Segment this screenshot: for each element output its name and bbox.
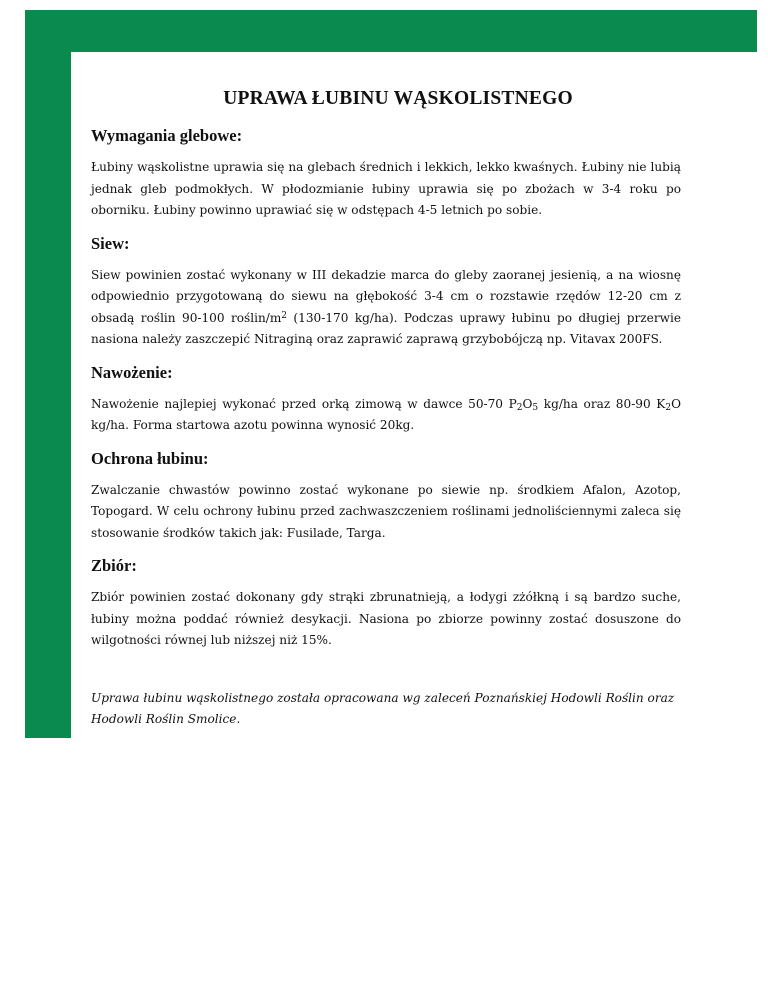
text-fragment: (130-170 kg/ha). Podczas uprawy łubinu po długiej przerwie nasiona należy zaszczepić Nitraginą oraz zaprawić zaprawą grzybobójczą np. Vitavax 200FS. bbox=[91, 310, 681, 346]
subscript: 5 bbox=[532, 402, 539, 413]
text-fragment: O bbox=[522, 396, 533, 411]
section-text: Zwalczanie chwastów powinno zostać wykonane po siewie np. środkiem Afalon, Azotop, Topogard. W celu ochrony łubinu przed zachwaszczeniem roślinami jednoliściennymi zaleca się stosowanie środków takich jak: Fusilade, Targa. bbox=[91, 482, 681, 540]
section-heading: Zbiór: bbox=[91, 556, 137, 575]
section-harvest bbox=[91, 556, 681, 652]
section-heading: Siew: bbox=[91, 233, 130, 253]
section-sowing bbox=[91, 234, 681, 351]
text-fragment: kg/ha oraz 80-90 K bbox=[538, 396, 666, 411]
section-heading: Nawożenie: bbox=[91, 362, 173, 382]
source-footnote: Uprawa łubinu wąskolistnego została opracowana wg zaleceń Poznańskiej Hodowli Roślin oraz Hodowli Roślin Smolice. bbox=[91, 690, 675, 726]
section-heading: Ochrona łubinu: bbox=[91, 448, 209, 468]
top-accent-bar bbox=[25, 10, 757, 52]
page-title: UPRAWA ŁUBINU WĄSKOLISTNEGO bbox=[223, 88, 573, 109]
text-fragment: Nawożenie najlepiej wykonać przed orką zimową w dawce 50-70 P bbox=[91, 396, 517, 411]
text-fragment: O kg/ha. Forma startowa azotu powinna wynosić 20kg. bbox=[91, 396, 681, 432]
section-text bbox=[91, 394, 681, 437]
section-protection bbox=[91, 449, 681, 545]
superscript: 2 bbox=[281, 310, 288, 321]
section-fertilization bbox=[91, 363, 681, 437]
section-text: Zbiór powinien zostać dokonany gdy strąki zbrunatnieją, a łodygi zżółkną i są bardzo suche, łubiny można poddać również desykacji. Nasiona po zbiorze powinny zostać dosuszone do wilgotności równej lub niższej niż 15%. bbox=[91, 590, 681, 647]
subscript: 2 bbox=[665, 402, 672, 413]
section-heading: Wymagania glebowe: bbox=[91, 126, 243, 145]
section-text bbox=[91, 265, 681, 351]
document-body bbox=[91, 88, 681, 731]
text-fragment: Siew powinien zostać wykonany w III dekadzie marca do gleby zaoranej jesienią, a na wiosnę odpowiednio przygotowaną do siewu na głębokość 3-4 cm o rozstawie rzędów 12-20 cm z obsadą roślin 90-100 roślin/m bbox=[91, 267, 681, 325]
subscript: 2 bbox=[516, 402, 523, 413]
section-text: Łubiny wąskolistne uprawia się na glebach średnich i lekkich, lekko kwaśnych. Łubiny nie lubią jednak gleb podmokłych. W płodozmianie łubiny uprawia się po zbożach w 3-4 roku po oborniku. Łubiny powinno uprawiać się w odstępach 4-5 letnich po sobie. bbox=[91, 160, 681, 217]
section-soil-requirements bbox=[91, 126, 681, 222]
left-accent-bar bbox=[25, 10, 71, 738]
